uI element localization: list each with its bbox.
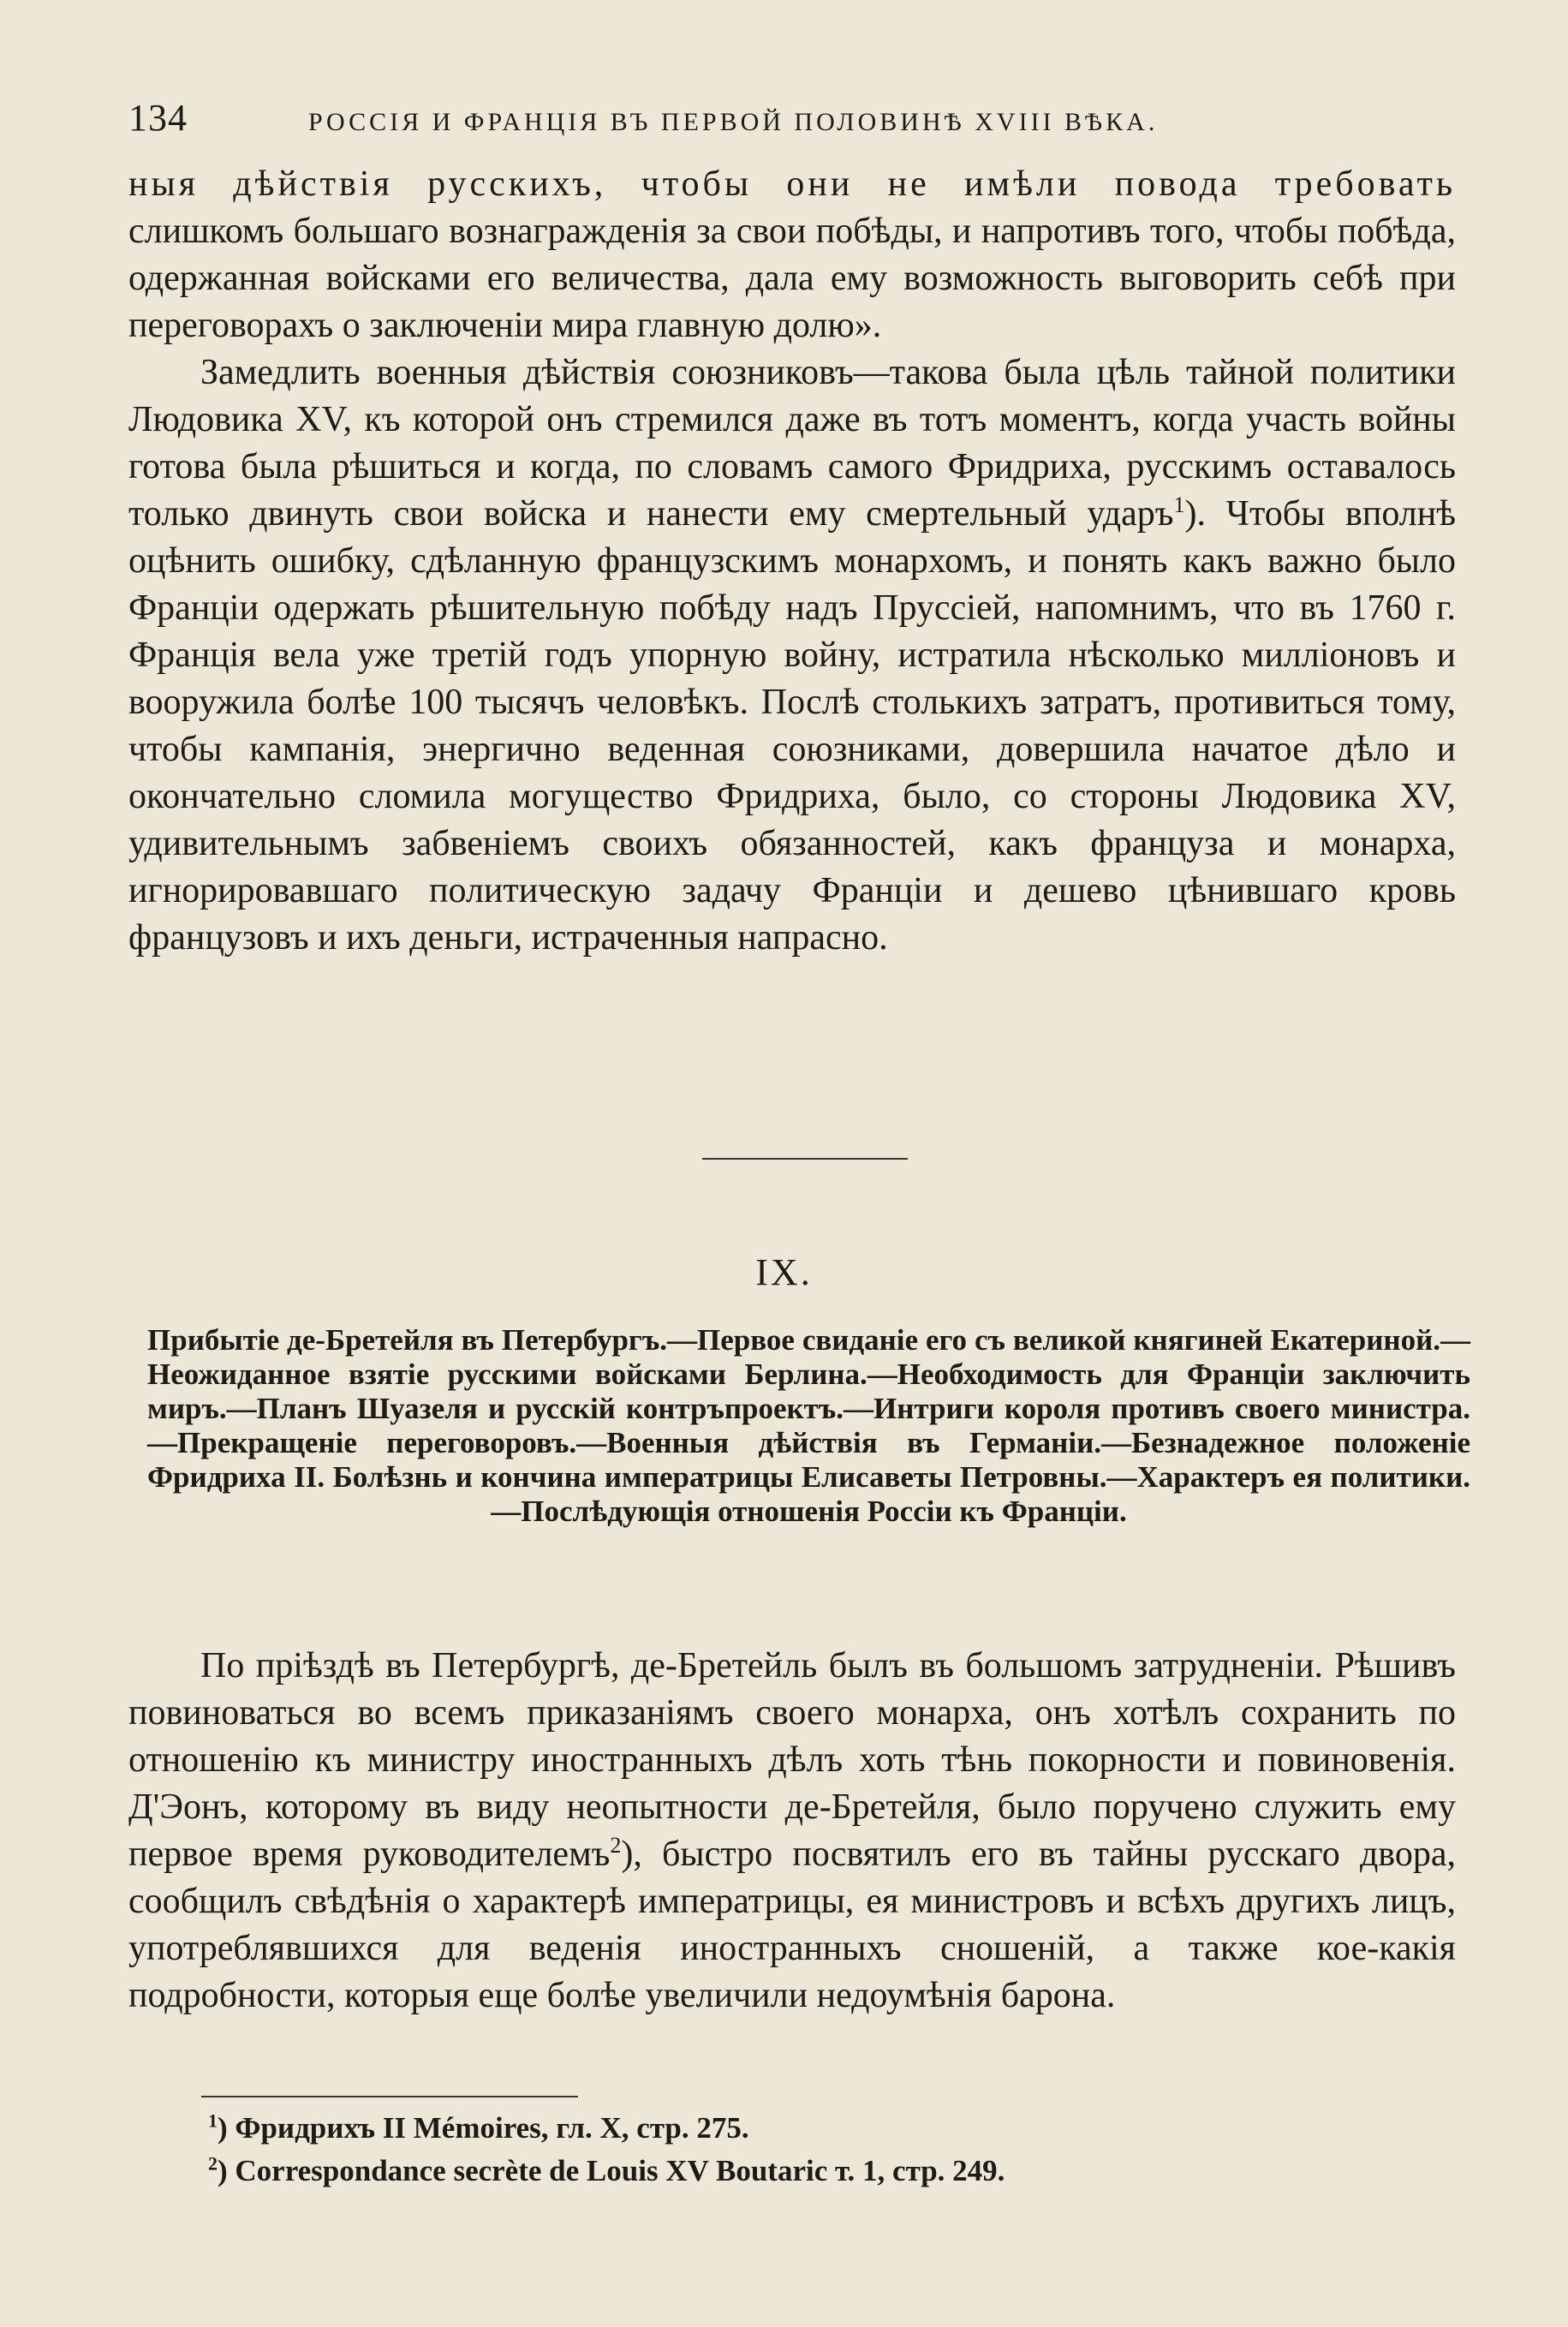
page-header <box>128 96 1285 147</box>
paragraph-text: ). Чтобы вполнѣ оцѣнить ошибку, сдѣланную французскимъ монархомъ, и понять какъ важно было Франціи одержать рѣшительную побѣду надъ Пруссіей, напомнимъ, что въ 1760 г. Франція вела уже третій годъ упорную войну, истратила нѣсколько милліоновъ и вооружила болѣе 100 тысячъ человѣкъ. Послѣ столькихъ затратъ, противиться тому, чтобы кампанія, энергично веденная союзниками, довершила начатое дѣло и окончательно сломила могущество Фридриха, было, со стороны Людовика XV, удивительнымъ забвеніемъ своихъ обязанностей, какъ француза и монарха, игнорировавшаго политическую задачу Франціи и дешево цѣнившаго кровь французовъ и ихъ деньги, истраченныя напрасно. <box>128 494 1456 958</box>
footnote-mark: 1 <box>208 2109 218 2132</box>
footnote-rule <box>201 2096 578 2097</box>
footnote-mark: 2 <box>208 2152 218 2175</box>
chapter-number: IX. <box>755 1251 813 1293</box>
paragraph-text: Замедлить военныя дѣйствія союзниковъ—такова была цѣль тайной политики Людовика XV, къ которой онъ стремился даже въ тотъ моментъ, когда участь войны готова была рѣшиться и когда, по словамъ самого Фридриха, русскимъ оставалось только двинуть свои войска и нанести ему смертельный ударъ <box>128 353 1456 534</box>
footnote-2 <box>208 2150 1407 2193</box>
footnotes <box>208 2107 1407 2193</box>
footnote-ref-2: 2 <box>610 1833 622 1858</box>
footnote-text: ) Фридрихъ II Mémoires, гл. X, стр. 275. <box>218 2111 749 2145</box>
running-head: РОССІЯ И ФРАНЦІЯ ВЪ ПЕРВОЙ ПОЛОВИНѢ XVIII ВѢКА. <box>308 108 1159 136</box>
chapter-summary: Прибытіе де-Бретейля въ Петербургъ.—Первое свиданіе его съ великой княгиней Екатериной.—Неожиданное взятіе русскими войсками Берлина.—Необходимость для Франціи заключить миръ.—Планъ Шуазеля и русскій контръпроектъ.—Интриги короля противъ своего министра.—Прекращеніе переговоровъ.—Военныя дѣйствія въ Германіи.—Безнадежное положеніе Фридриха II. Болѣзнь и кончина императрицы Елисаветы Петровны.—Характеръ ея политики.—Послѣдующія отношенія Россіи къ Франціи. <box>147 1323 1470 1528</box>
footnote-text: ) Correspondance secrète de Louis XV Boutaric т. 1, стр. 249. <box>218 2154 1005 2187</box>
paragraph-text: ), быстро посвятилъ его въ тайны русскаго двора, сообщилъ свѣдѣнія о характерѣ императрицы, ея министровъ и всѣхъ другихъ лицъ, употреблявшихся для веденія иностранныхъ сношеній, а также кое-какія подробности, которыя еще болѣе увеличили недоумѣнія барона. <box>128 1835 1456 2015</box>
footnote-1 <box>208 2107 1407 2150</box>
paragraph-louis-xv-policy <box>128 349 1456 962</box>
paragraph-breteuil-arrival <box>128 1643 1456 2020</box>
section-divider <box>702 1158 908 1160</box>
paragraph-text: По пріѣздѣ въ Петербургѣ, де-Бретейль былъ въ большомъ затрудненіи. Рѣшивъ повиноваться во всемъ приказаніямъ своего монарха, онъ хотѣлъ сохранить по отношенію къ министру иностранныхъ дѣлъ хоть тѣнь покорности и повиновенія. Д'Эонъ, которому въ виду неопытности де-Бретейля, было поручено служить ему первое время руководителемъ <box>128 1646 1456 1874</box>
page-number: 134 <box>128 97 188 139</box>
footnote-ref-1: 1 <box>1173 492 1185 517</box>
paragraph-continued: ныя дѣйствія русскихъ, чтобы они не имѣли повода требовать слишкомъ большаго вознагражденія за свои побѣды, и напротивъ того, чтобы побѣда, одержанная войсками его величества, дала ему возможность выговорить себѣ при переговорахъ о заключеніи мира главную долю». <box>128 164 1456 345</box>
